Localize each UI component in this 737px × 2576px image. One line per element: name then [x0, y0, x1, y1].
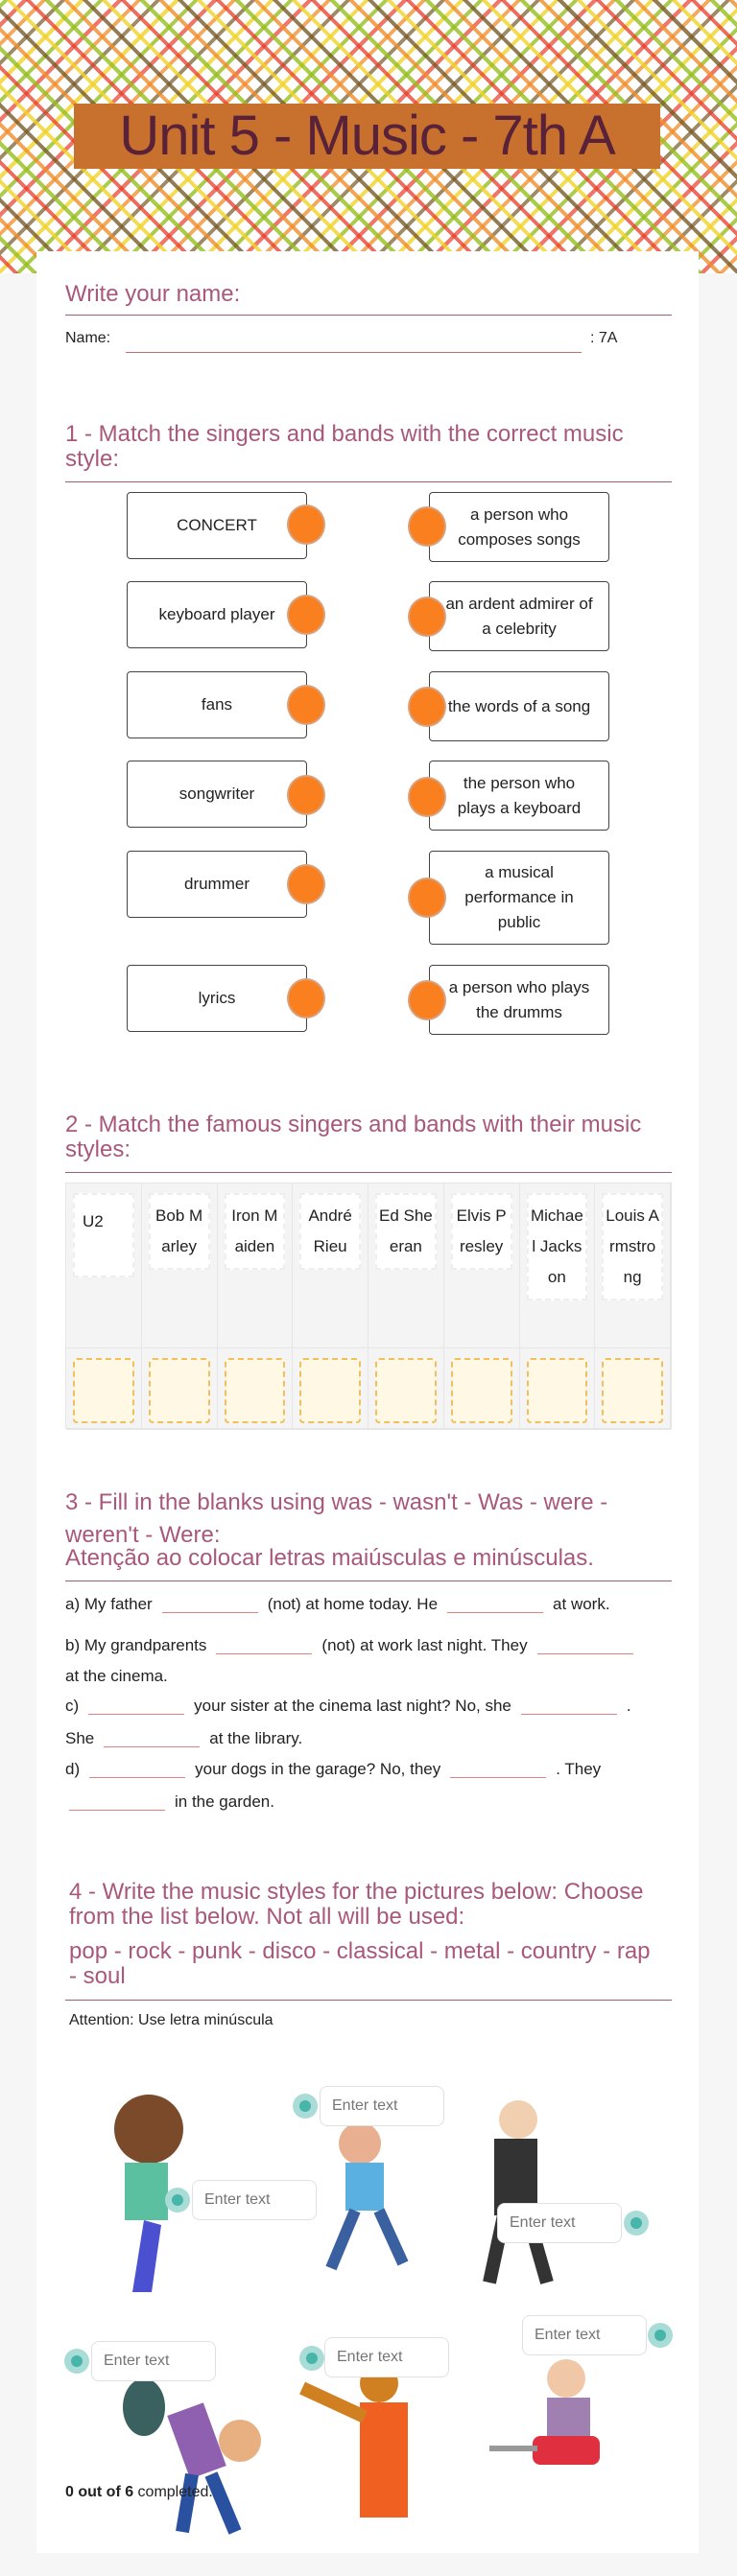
text-anchor-dot[interactable] — [165, 2188, 190, 2213]
score: 0 out of 6 — [65, 2484, 134, 2500]
music-styles-list: pop - rock - punk - disco - classical - metal - country - rap - soul — [69, 1938, 651, 1989]
music-style-input-3[interactable] — [497, 2203, 622, 2243]
match-left-item[interactable]: CONCERT — [127, 492, 307, 559]
text-anchor-dot[interactable] — [624, 2211, 649, 2236]
drag-chip[interactable]: André Rieu — [299, 1193, 361, 1270]
music-style-input-5[interactable] — [324, 2337, 449, 2377]
match-right-item[interactable]: a person who plays the drumms — [429, 965, 609, 1035]
match-right-item[interactable]: the words of a song — [429, 671, 609, 741]
music-style-input-2[interactable] — [192, 2180, 317, 2220]
text: at work. — [553, 1595, 610, 1613]
text: c) — [65, 1697, 80, 1715]
match-left-item[interactable]: keyboard player — [127, 581, 307, 648]
metal-guitarist-image — [123, 2378, 261, 2532]
rock-singer-image — [331, 2122, 403, 2268]
drag-chip[interactable]: Ed Sheeran — [375, 1193, 437, 1270]
text: b) My grandparents — [65, 1636, 207, 1654]
text: at the cinema. — [65, 1667, 168, 1685]
section3-note: Atenção ao colocar letras maiúsculas e minúsculas. — [65, 1545, 594, 1571]
text: d) — [65, 1760, 81, 1778]
drag-chip[interactable]: Michael Jackson — [527, 1193, 588, 1300]
text: (not) at home today. He — [267, 1595, 439, 1613]
section2-heading: 2 - Match the famous singers and bands with their music styles: — [65, 1112, 642, 1162]
match-right-item[interactable]: a musical performance in public — [429, 851, 609, 945]
match-left-item[interactable]: fans — [127, 671, 307, 738]
section1-heading: 1 - Match the singers and bands with the correct music style: — [65, 421, 624, 472]
class-label: : 7A — [590, 330, 618, 346]
music-style-input-6[interactable] — [522, 2315, 647, 2355]
soul-singer-image — [302, 2364, 408, 2517]
text: She — [65, 1729, 95, 1747]
match-left-item[interactable]: songwriter — [127, 761, 307, 828]
status-text: completed. — [133, 2484, 213, 2500]
page-title: Unit 5 - Music - 7th A — [74, 104, 660, 169]
text-anchor-dot[interactable] — [64, 2349, 89, 2374]
text: your sister at the cinema last night? No, she — [194, 1697, 511, 1715]
completion-status — [65, 2484, 213, 2501]
drag-chip[interactable]: Bob Marley — [149, 1193, 210, 1270]
punk-guitarist-image — [489, 2359, 600, 2465]
music-style-input-4[interactable] — [91, 2341, 216, 2381]
match-left-item[interactable]: lyrics — [127, 965, 307, 1032]
classical-violinist-image — [489, 2100, 547, 2283]
text: in the garden. — [175, 1792, 274, 1811]
section4-heading: 4 - Write the music styles for the pictures below: Choose from the list below. Not all will be used: — [69, 1879, 644, 1930]
match-left-item[interactable]: drummer — [127, 851, 307, 918]
music-style-input-1[interactable] — [320, 2086, 444, 2126]
match-right-item[interactable]: the person who plays a keyboard — [429, 761, 609, 831]
attention-note: Attention: Use letra minúscula — [69, 2012, 273, 2028]
text-anchor-dot[interactable] — [293, 2094, 318, 2119]
drag-chip[interactable]: Louis Armstrong — [602, 1193, 663, 1300]
text: . — [626, 1697, 631, 1715]
text: . They — [556, 1760, 602, 1778]
name-heading: Write your name: — [65, 281, 241, 307]
match-right-item[interactable]: an ardent admirer of a celebrity — [429, 581, 609, 651]
text: a) My father — [65, 1595, 153, 1613]
section3-heading: 3 - Fill in the blanks using was - wasn't - Was - were - weren't - Were: — [65, 1489, 608, 1548]
drag-chip[interactable]: U2 — [73, 1193, 134, 1277]
name-label: Name: — [65, 330, 111, 346]
text: your dogs in the garage? No, they — [195, 1760, 441, 1778]
drag-chip[interactable]: Iron Maiden — [225, 1193, 286, 1270]
text: (not) at work last night. They — [321, 1636, 528, 1654]
match-right-item[interactable]: a person who composes songs — [429, 492, 609, 562]
drag-chip[interactable]: Elvis Presley — [451, 1193, 512, 1270]
text-anchor-dot[interactable] — [648, 2323, 673, 2348]
text-anchor-dot[interactable] — [299, 2346, 324, 2371]
text: at the library. — [209, 1729, 303, 1747]
